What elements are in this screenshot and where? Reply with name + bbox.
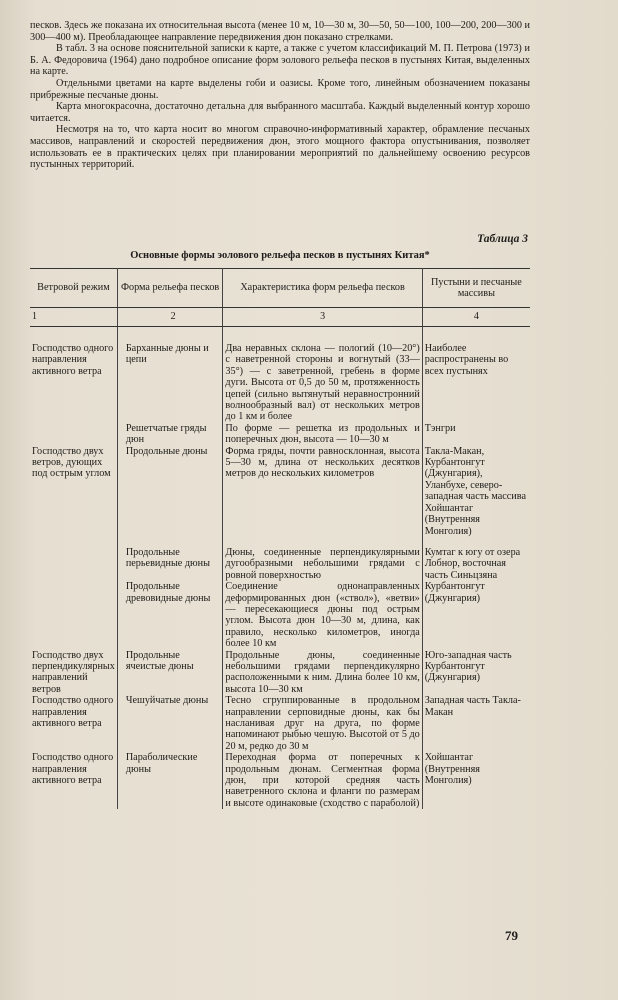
- paragraph: Карта многокрасочна, достаточно детальна для выбранного масштаба. Каждый выделенный контур хорошо читается.: [30, 101, 530, 124]
- deserts-cell: Юго-западная часть Курбантонгут (Джунгария): [424, 649, 512, 684]
- column-header: Форма рельефа песков: [117, 269, 223, 308]
- table-row: [30, 423, 530, 446]
- column-header: Характеристика форм рельефа песков: [223, 269, 422, 308]
- column-number: 2: [117, 308, 223, 327]
- wind-regime-cell: Господство двух перпендикулярных направлений ветров: [30, 650, 117, 696]
- column-number: 3: [223, 308, 422, 327]
- column-header: Ветровой режим: [30, 269, 117, 308]
- table-row: [30, 547, 530, 581]
- paragraph: песков. Здесь же показана их относительная высота (менее 10 м, 10—30 м, 30—50, 50—100, 100—200, 200—300 и 300—400 м). Преобладающее направление передвижения дюн показано стрелками.: [30, 20, 530, 43]
- table-row: [30, 343, 530, 423]
- column-header: Пустыни и песчаные массивы: [422, 269, 530, 308]
- deserts-cell: Курбантонгут (Джунгария): [424, 581, 485, 604]
- landforms-table: [30, 268, 530, 809]
- deserts-cell: Наиболее распространены во всех пустынях: [424, 343, 509, 377]
- characteristic-cell: По форме — решетка из продольных и поперечных дюн, высота — 10—30 м: [223, 423, 422, 446]
- deserts-cell: Такла-Макан, Курбантонгут (Джунгария), Уланбухе, северо-западная часть массива Хойшантаг (Внутренняя Монголия): [424, 445, 526, 537]
- table-row: [30, 446, 530, 537]
- paragraph: В табл. 3 на основе пояснительной записки к карте, а также с учетом классификаций М. П. Петрова (1973) и Б. А. Федоровича (1964) дано подробное описание форм эолового рельефа песков в пустынях Китая, выделенных на карте.: [30, 43, 530, 78]
- table-row: [30, 752, 530, 809]
- relief-form-cell: Параболические дюны: [117, 752, 223, 809]
- characteristic-cell: Дюны, соединенные перпендикулярными дугообразными небольшими грядами с ровной поверхностью: [223, 547, 422, 581]
- relief-form-cell: Продольные древовидные дюны: [117, 581, 223, 649]
- table-row: [30, 650, 530, 696]
- characteristic-cell: Форма гряды, почти равносклонная, высота 5—30 м, длина от нескольких десятков метров до нескольких километров: [223, 446, 422, 537]
- deserts-cell: Хойшантаг (Внутренняя Монголия): [424, 752, 480, 787]
- intro-text: [30, 20, 530, 171]
- paragraph: Отдельными цветами на карте выделены гоби и оазисы. Кроме того, линейным обозначением показаны прибрежные песчаные дюны.: [30, 77, 530, 101]
- wind-regime-cell: [30, 423, 117, 446]
- characteristic-cell: Два неравных склона — пологий (10—20°) с наветренной стороны и вогнутый (33—35°) — с заветренной, гребень в форме дуги. Высота от 0,5 до 50 м, протяженность цепей (сильно вытянутый неравностронний волнообразный вал) от нескольких метров до 1 км и более: [223, 343, 422, 423]
- relief-form-cell: Решетчатые гряды дюн: [117, 423, 223, 446]
- wind-regime-cell: [30, 547, 117, 581]
- table-title: Основные формы эолового рельефа песков в пустынях Китая*: [130, 250, 430, 261]
- relief-form-cell: Продольные перьевидные дюны: [117, 547, 223, 581]
- paragraph: Несмотря на то, что карта носит во многом справочно-информативный характер, обрамление песчаных массивов, направлений и скоростей передвижения дюн, этого мощного фактора опустынивания, позволяет использовать ее в практических целях при планировании мероприятий по дальнейшему освоению ресурсов пустынных территорий.: [30, 124, 530, 171]
- column-number: 4: [422, 308, 530, 327]
- wind-regime-cell: Господство одного направления активного ветра: [30, 752, 117, 809]
- relief-form-cell: Продольные ячеистые дюны: [117, 650, 223, 696]
- deserts-cell: Кумтаг к югу от озера Лобнор, восточная часть Синьцзяна: [424, 546, 521, 581]
- page-number: 79: [505, 928, 518, 943]
- wind-regime-cell: Господство одного направления активного ветра: [30, 343, 117, 423]
- column-number: 1: [30, 308, 117, 327]
- deserts-cell: Тэнгри: [424, 422, 456, 434]
- wind-regime-cell: Господство одного направления активного ветра: [30, 695, 117, 752]
- wind-regime-cell: [30, 581, 117, 649]
- characteristic-cell: Продольные дюны, соединенные небольшими грядами перпендикулярно расположенными к ним. Длина более 10 км, высота 10—30 км: [223, 650, 422, 696]
- characteristic-cell: Тесно сгруппированные в продольном направлении серповидные дюны, как бы насланивая друг на друга, по форме напоминают рыбью чешую. Высотой от 5 до 20 м, редко до 30 м: [223, 695, 422, 752]
- table-label: Таблица 3: [477, 233, 528, 245]
- table-row: [30, 695, 530, 752]
- table-row: [30, 581, 530, 649]
- relief-form-cell: Чешуйчатые дюны: [117, 695, 223, 752]
- deserts-cell: Западная часть Такла-Макан: [424, 695, 521, 718]
- relief-form-cell: Продольные дюны: [117, 446, 223, 537]
- characteristic-cell: Соединение однонаправленных деформированных дюн («ствол»), «ветви» — пересекающиеся дюны под острым углом. Высота дюн 10—30 м, длина, как правило, несколько километров, иногда более 10 км: [223, 581, 422, 649]
- wind-regime-cell: Господство двух ветров, дующих под острым углом: [30, 446, 117, 537]
- relief-form-cell: Барханные дюны и цепи: [117, 343, 223, 423]
- characteristic-cell: Переходная форма от поперечных к продольным дюнам. Сегментная форма дюн, при которой средняя часть наветренного склона и фланги по размерам и высоте одинаковые (сходство с параболой): [223, 752, 422, 809]
